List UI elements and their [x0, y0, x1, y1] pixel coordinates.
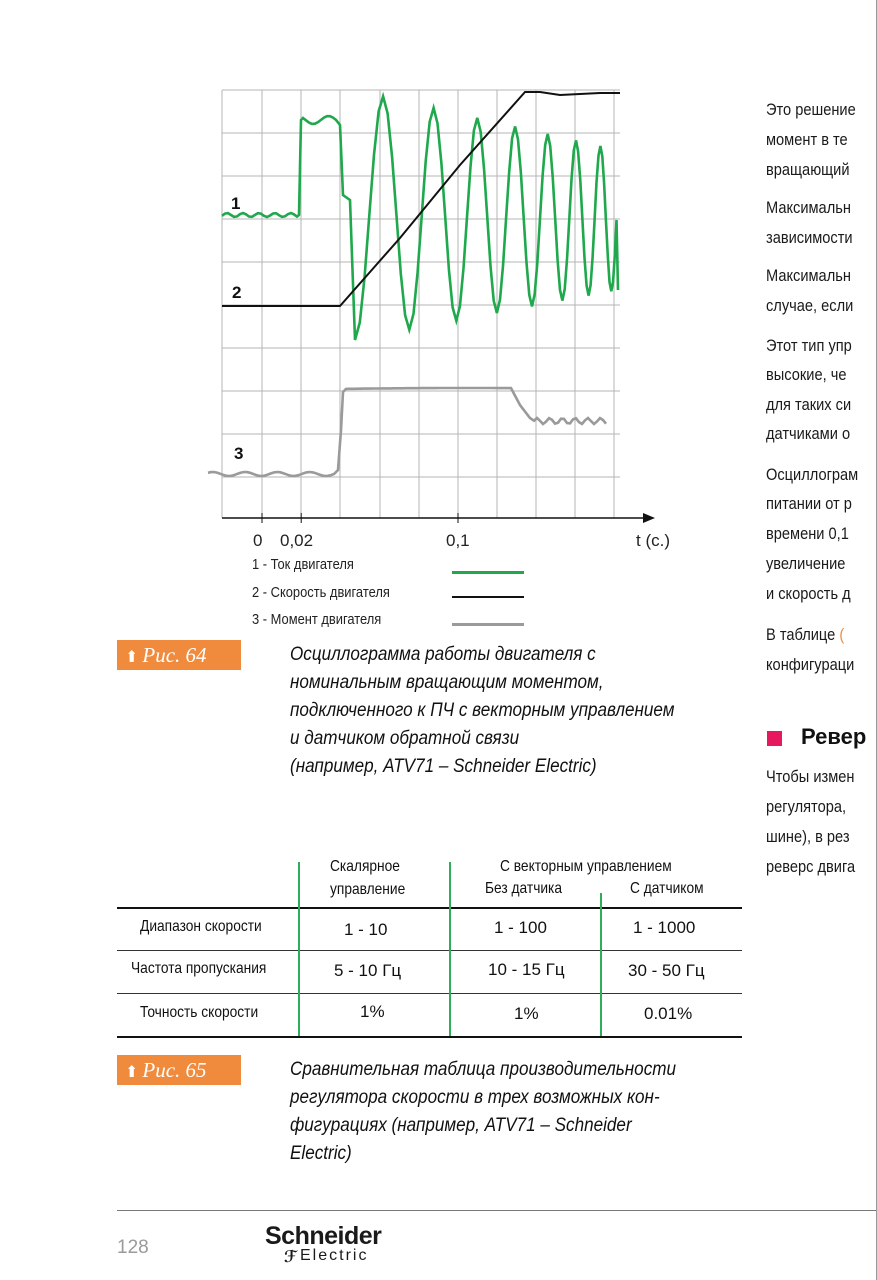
right-col-line: высокие, че	[766, 365, 847, 384]
series-motor-speed	[222, 92, 620, 306]
right-col-line: случае, если	[766, 296, 854, 315]
figure-64-caption	[290, 641, 730, 781]
caption-line: (например, ATV71 – Schneider Electric)	[290, 756, 597, 777]
caption-line: подключенного к ПЧ с векторным управлением	[290, 700, 675, 721]
x-tick-label-0: 0	[253, 531, 263, 550]
table-col-divider	[298, 862, 300, 1036]
caption-line: фигурациях (например, ATV71 – Schneider	[290, 1115, 632, 1136]
up-arrow-icon: ⬆	[125, 1064, 139, 1081]
figure-badge-65	[117, 1055, 241, 1085]
cell-scalar: 5 - 10 Гц	[334, 961, 402, 980]
cell-with-sensor: 0.01%	[644, 1004, 693, 1023]
cell-scalar: 1%	[360, 1002, 385, 1021]
x-tick-label-002: 0,02	[280, 531, 314, 550]
table-col-divider	[449, 862, 451, 1036]
caption-line: Сравнительная таблица производительности	[290, 1059, 677, 1080]
right-col-line: шине), в рез	[766, 827, 850, 846]
table-col-divider	[600, 893, 602, 1036]
right-col-line: Этот тип упр	[766, 336, 852, 355]
chart-grid	[222, 90, 620, 518]
legend-swatch-current	[452, 571, 524, 574]
right-col-line: регулятора,	[766, 797, 847, 816]
header-with-sensor: С датчиком	[630, 880, 704, 897]
right-col-line: Осциллограм	[766, 465, 859, 484]
cell-no-sensor: 10 - 15 Гц	[488, 960, 565, 979]
chart-series	[208, 92, 620, 476]
series-motor-torque	[208, 388, 606, 476]
header-scalar-line2: управление	[330, 881, 406, 898]
right-col-line: и скорость д	[766, 584, 851, 603]
caption-line: регулятора скорости в трех возможных кон-	[290, 1087, 660, 1108]
cell-no-sensor: 1%	[514, 1004, 539, 1023]
chart-x-axis	[222, 513, 655, 523]
x-axis-label: t (с.)	[636, 531, 670, 550]
legend-label-current: 1 - Ток двигателя	[252, 556, 354, 573]
figure-badge-64	[117, 640, 241, 670]
right-col-line: увеличение	[766, 554, 846, 573]
right-col-line: реверс двига	[766, 857, 856, 876]
right-col-line: Максимальн	[766, 198, 851, 217]
right-col-line: конфигураци	[766, 655, 855, 674]
logo-wordmark: Schneider	[265, 1222, 382, 1250]
up-arrow-icon: ⬆	[125, 649, 139, 666]
header-no-sensor: Без датчика	[485, 880, 563, 897]
cell-with-sensor: 1 - 1000	[633, 918, 696, 937]
right-col-line: момент в те	[766, 130, 848, 149]
right-col-line: питании от р	[766, 494, 852, 513]
caption-line: номинальным вращающим моментом,	[290, 672, 604, 693]
table-bottom-rule	[117, 1036, 742, 1038]
legend-swatch-speed	[452, 596, 524, 598]
right-col-line-text: В таблице	[766, 625, 836, 644]
section-heading: Ревер	[801, 724, 867, 749]
caption-line: и датчиком обратной связи	[290, 728, 520, 749]
cell-with-sensor: 30 - 50 Гц	[628, 961, 705, 980]
cell-no-sensor: 1 - 100	[494, 918, 547, 937]
cell-scalar: 1 - 10	[344, 920, 388, 939]
right-col-line	[766, 625, 844, 645]
table-row-rule	[117, 993, 742, 994]
table-row-rule	[117, 950, 742, 951]
legend-label-speed: 2 - Скорость двигателя	[252, 584, 390, 601]
table-top-rule	[117, 907, 742, 909]
header-scalar-line1: Скалярное	[330, 858, 400, 875]
x-tick-label-01: 0,1	[446, 531, 470, 550]
row-label-bandwidth: Частота пропускания	[131, 960, 267, 977]
right-col-line: Максимальн	[766, 266, 851, 285]
row-label-speed-accuracy: Точность скорости	[140, 1004, 259, 1021]
figure-badge-64-label: Рис. 64	[142, 643, 207, 667]
legend-label-torque: 3 - Момент двигателя	[252, 611, 382, 628]
right-col-line: времени 0,1	[766, 524, 849, 543]
page-number: 128	[117, 1237, 149, 1258]
table-ref-paren: (	[839, 625, 845, 644]
figure-65-caption	[290, 1056, 730, 1168]
row-label-speed-range: Диапазон скорости	[140, 918, 262, 935]
footer-rule	[117, 1210, 877, 1211]
caption-line: Осциллограмма работы двигателя с	[290, 644, 596, 665]
legend-swatch-torque	[452, 623, 524, 626]
caption-line: Electric)	[290, 1143, 352, 1164]
right-col-line: Чтобы измен	[766, 767, 855, 786]
curve-number-2: 2	[232, 283, 242, 302]
right-col-line: для таких си	[766, 395, 852, 414]
x-axis-arrow-icon	[643, 513, 655, 523]
curve-number-1: 1	[231, 194, 241, 213]
logo-subword: Electric	[300, 1247, 369, 1264]
right-col-line: вращающий	[766, 160, 850, 179]
section-bullet-square	[767, 731, 782, 746]
schneider-logo-mark-icon: ℱ	[284, 1249, 297, 1266]
right-col-line: датчиками о	[766, 424, 851, 443]
right-col-line: Это решение	[766, 100, 856, 119]
figure-badge-65-label: Рис. 65	[142, 1058, 207, 1082]
right-col-line: зависимости	[766, 228, 853, 247]
header-vector: С векторным управлением	[500, 858, 672, 875]
curve-number-3: 3	[234, 444, 244, 463]
